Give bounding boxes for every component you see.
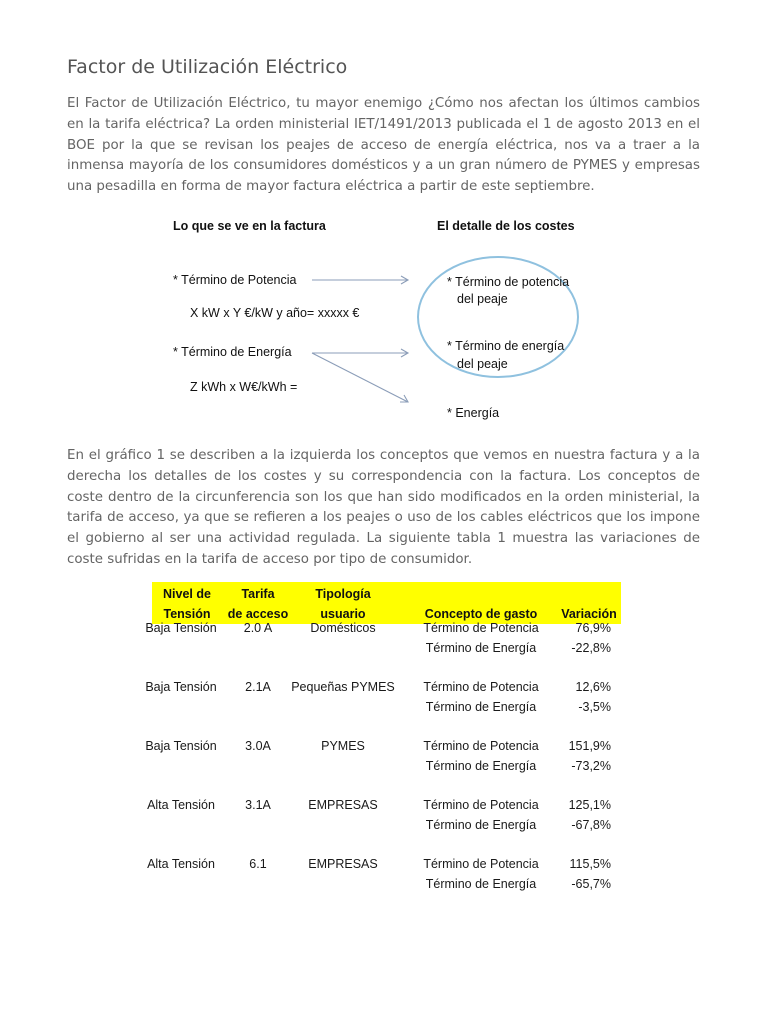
diagram-right-heading: El detalle de los costes (437, 219, 575, 233)
table-cell-concepto: Término de Energía (425, 877, 537, 891)
table-cell-concepto: Término de Energía (425, 759, 537, 773)
header-tarifa-line2: de acceso (227, 607, 289, 621)
table-cell-tarifa: 2.0 A (243, 621, 273, 635)
table-cell-tipologia: Domésticos (310, 621, 376, 635)
table-cell-concepto: Término de Energía (425, 641, 537, 655)
table-cell-variacion: -22,8% (571, 641, 611, 655)
table-cell-nivel: Baja Tensión (145, 680, 217, 694)
header-variacion: Variación (561, 607, 617, 621)
diagram-formula-energia: Z kWh x W€/kWh = (190, 380, 298, 394)
table-cell-variacion: -65,7% (571, 877, 611, 891)
table-cell-variacion: 125,1% (568, 798, 611, 812)
table-cell-tipologia: Pequeñas PYMES (291, 680, 395, 694)
table-cell-tarifa: 3.1A (245, 798, 271, 812)
explanation-paragraph: En el gráfico 1 se describen a la izquierda los conceptos que vemos en nuestra factura y a la derecha los detalles de los costes y su correspondencia con la factura. Los conceptos de coste dentro de la circunferencia son los que han sido modificados en la orden ministerial, la tarifa de acceso, ya que se refieren a los peajes o uso de los cables eléctricos que los impone el gobierno al ser una actividad regulada. La siguiente tabla 1 muestra las variaciones de coste sufridas en la tarifa de acceso por tipo de consumidor. (67, 448, 700, 567)
header-concepto: Concepto de gasto (424, 607, 538, 621)
header-tipologia-line1: Tipología (315, 587, 371, 601)
diagram-right-item-potencia-sub: del peaje (457, 292, 508, 306)
header-nivel-line2: Tensión (163, 607, 211, 621)
table-cell-concepto: Término de Potencia (423, 621, 539, 635)
table-cell-concepto: Término de Potencia (423, 798, 539, 812)
diagram-arrows (160, 212, 600, 432)
table-cell-nivel: Baja Tensión (145, 621, 217, 635)
diagram-right-item-energy: * Energía (447, 406, 500, 420)
table-cell-variacion: 12,6% (575, 680, 611, 694)
table-cell-concepto: Término de Potencia (423, 857, 539, 871)
intro-paragraph: El Factor de Utilización Eléctrico, tu mayor enemigo ¿Cómo nos afectan los últimos cambios en la tarifa eléctrica? La orden ministerial IET/1491/2013 publicada el 1 de agosto 2013 en el BOE por la que se revisan los peajes de acceso de energía eléctrica, nos va a traer a la inmensa mayoría de los consumidores domésticos y a un gran número de PYMES y empresas una pesadilla en forma de mayor factura eléctrica a partir de este septiembre. (67, 96, 700, 195)
header-tarifa-line1: Tarifa (241, 587, 275, 601)
arrow-energia (312, 353, 408, 402)
table-cell-nivel: Alta Tensión (147, 857, 215, 871)
table-cell-tipologia: PYMES (321, 739, 365, 753)
diagram-formula-potencia: X kW x Y €/kW y año= xxxxx € (190, 306, 360, 320)
page-title: Factor de Utilización Eléctrico (67, 56, 348, 78)
diagram-right-item-energia-sub: del peaje (457, 357, 508, 371)
table-cell-variacion: -67,8% (571, 818, 611, 832)
diagram-right-item-potencia: * Término de potencia (447, 275, 570, 289)
table-cell-concepto: Término de Energía (425, 700, 537, 714)
table-cell-tarifa: 2.1A (245, 680, 271, 694)
table-cell-tarifa: 6.1 (249, 857, 267, 871)
table-cell-concepto: Término de Potencia (423, 680, 539, 694)
table-cell-variacion: -73,2% (571, 759, 611, 773)
diagram-left-heading: Lo que se ve en la factura (173, 219, 326, 233)
cost-diagram (160, 212, 600, 432)
table-cell-nivel: Alta Tensión (147, 798, 215, 812)
table-cell-concepto: Término de Potencia (423, 739, 539, 753)
diagram-left-item-potencia: * Término de Potencia (173, 273, 297, 287)
table-cell-tarifa: 3.0A (245, 739, 271, 753)
table-cell-tipologia: EMPRESAS (308, 857, 378, 871)
diagram-right-item-energia: * Término de energía (447, 339, 565, 353)
table-cell-variacion: -3,5% (578, 700, 611, 714)
table-cell-variacion: 115,5% (569, 857, 611, 871)
table-cell-nivel: Baja Tensión (145, 739, 217, 753)
table-cell-variacion: 76,9% (575, 621, 611, 635)
header-tipologia-line2: usuario (320, 607, 366, 621)
diagram-left-item-energia: * Término de Energía (173, 345, 292, 359)
header-nivel-line1: Nivel de (163, 587, 211, 601)
table-cell-concepto: Término de Energía (425, 818, 537, 832)
table-cell-tipologia: EMPRESAS (308, 798, 378, 812)
table-cell-variacion: 151,9% (568, 739, 611, 753)
